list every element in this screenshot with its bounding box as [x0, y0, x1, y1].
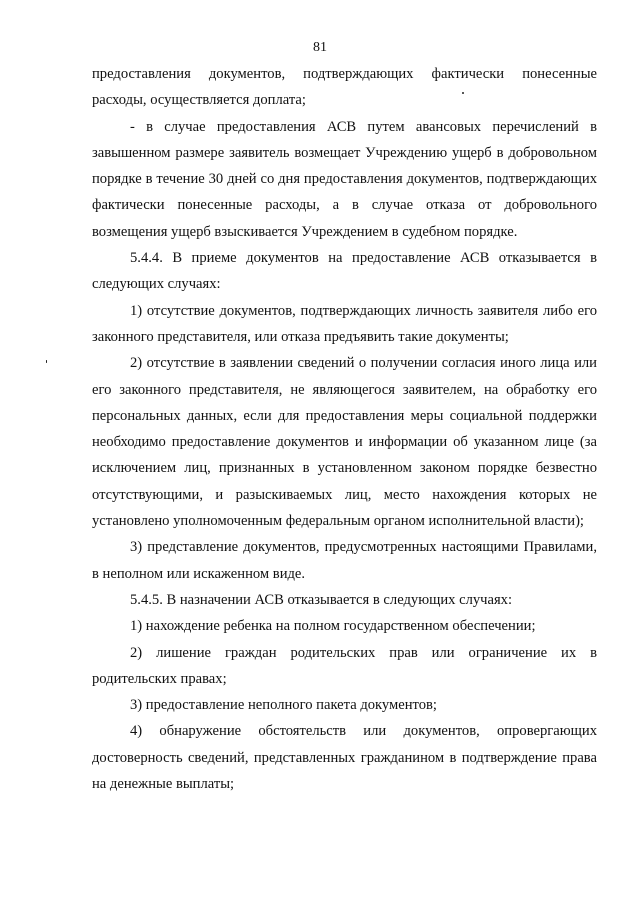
list-item-5-4-4-3: 3) представление документов, предусмотренных настоящими Правилами, в неполном или искаженном виде.: [92, 539, 597, 582]
paragraph-5-4-5: 5.4.5. В назначении АСВ отказывается в следующих случаях:: [130, 591, 513, 608]
list-item-5-4-4-1: 1) отсутствие документов, подтверждающих личность заявителя либо его законного представителя, или отказа предъявить такие документы;: [92, 302, 597, 345]
list-item-5-4-5-1: 1) нахождение ребенка на полном государственном обеспечении;: [130, 618, 536, 635]
list-item-5-4-5-4: 4) обнаружение обстоятельств или документов, опровергающих достоверность сведений, представленных гражданином в подтверждение права на денежные выплаты;: [92, 723, 597, 793]
page-number: 81: [313, 40, 327, 55]
document-body: [92, 61, 597, 797]
list-item-5-4-5-3: 3) предоставление неполного пакета документов;: [130, 697, 437, 714]
paragraph-overpayment: - в случае предоставления АСВ путем авансовых перечислений в завышенном размере заявитель возмещает Учреждению ущерб в добровольном порядке в течение 30 дней со дня предоставления документов, подтверждающих фактически понесенные расходы, а в случае отказа от добровольного возмещения ущерб взыскивается Учреждением в судебном порядке.: [92, 118, 597, 240]
paragraph-5-4-4: 5.4.4. В приеме документов на предоставление АСВ отказывается в следующих случаях:: [92, 250, 597, 293]
list-item-5-4-5-2: 2) лишение граждан родительских прав или ограничение их в родительских правах;: [92, 644, 597, 687]
list-item-5-4-4-2: 2) отсутствие в заявлении сведений о получении согласия иного лица или его законного представителя, не являющегося заявителем, на обработку его персональных данных, если для предоставления меры социальной поддержки необходимо предоставление документов и информации об указанном лице (за исключением лиц, признанных в установленном законом порядке безвестно отсутствующими, и разыскиваемых лиц, место нахождения которых не установлено уполномоченным федеральным органом исполнительной власти);: [92, 355, 597, 530]
scan-speck: [462, 92, 464, 94]
paragraph-continuation: предоставления документов, подтверждающих фактически понесенные расходы, осуществляется доплата;: [92, 66, 597, 109]
scan-speck: [46, 360, 47, 363]
